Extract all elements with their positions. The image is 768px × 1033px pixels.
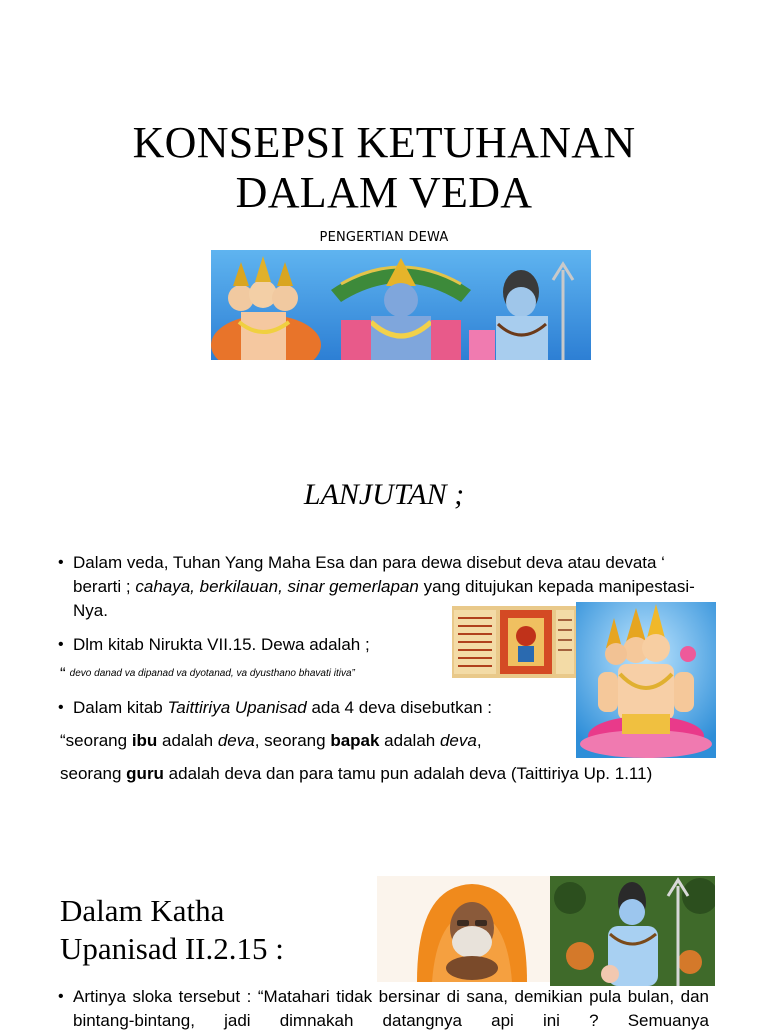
quote-text: devo danad va dipanad va dyotanad, va dyusthano bhavati itiva” <box>69 668 355 679</box>
line1-bold-bapak: bapak <box>330 731 380 750</box>
bullet1-text: Dalam veda, Tuhan Yang Maha Esa dan para dewa disebut deva atau devata ‘ berarti ; <box>73 553 665 596</box>
slide2-line1 <box>60 729 580 753</box>
nirukta-quote <box>60 664 460 684</box>
slide2-bullet2: Dlm kitab Nirukta VII.15. Dewa adalah ; <box>73 635 370 654</box>
slide1-subtitle: PENGERTIAN DEWA <box>319 230 449 245</box>
manuscript-image <box>452 606 576 678</box>
line1-d: adalah <box>379 731 440 750</box>
bullet1-text-end: yang ditujukan kepada manipestasi-Nya. <box>73 577 695 620</box>
line2-a: seorang <box>60 764 127 783</box>
slide3-title <box>60 892 380 968</box>
bullet-dot: • <box>58 699 64 716</box>
line2-bold-guru: guru <box>126 764 164 783</box>
slide1-title-line2: DALAM VEDA <box>235 168 533 217</box>
slide1-title-line1: KONSEPSI KETUHANAN <box>132 118 636 167</box>
line1-italic-deva2: deva <box>439 731 477 750</box>
brahma-image <box>576 602 716 758</box>
slide2-line2 <box>60 762 709 786</box>
slide3-bullet1: Artinya sloka tersebut : “Matahari tidak bersinar di sana, demikian pula bulan, dan bintang-bintang, jadi dimnakah datangnya api ini ? Semuanya <box>73 987 709 1030</box>
bullet-dot: • <box>58 554 64 571</box>
slide1-title <box>60 118 708 218</box>
line1-a: “seorang <box>60 731 132 750</box>
line2-b: adalah deva dan para tamu pun adalah deva (Taittiriya Up. 1.11) <box>163 764 653 783</box>
quote-mark: “ <box>60 664 66 683</box>
slide3-title-line2: Upanisad II.2.15 : <box>60 931 284 966</box>
slide2-bullet3 <box>73 696 593 720</box>
line1-c: , seorang <box>254 731 331 750</box>
line1-b: adalah <box>157 731 218 750</box>
bullet3-text-end: ada 4 deva disebutkan : <box>306 698 492 717</box>
bullet3-text: Dalam kitab <box>73 698 168 717</box>
bullet-dot: • <box>58 636 64 653</box>
line1-italic-deva1: deva <box>217 731 255 750</box>
trimurti-image <box>211 250 591 360</box>
line1-bold-ibu: ibu <box>131 731 158 750</box>
bullet-dot: • <box>58 988 64 1005</box>
shiva-image <box>550 876 715 986</box>
line1-e: , <box>476 731 482 750</box>
slide3-title-line1: Dalam Katha <box>60 893 225 928</box>
bullet3-italic: Taittiriya Upanisad <box>167 698 307 717</box>
bullet1-italic: cahaya, berkilauan, sinar gemerlapan <box>135 577 419 596</box>
sage-image <box>377 876 550 982</box>
slide2-title: LANJUTAN ; <box>303 478 465 511</box>
